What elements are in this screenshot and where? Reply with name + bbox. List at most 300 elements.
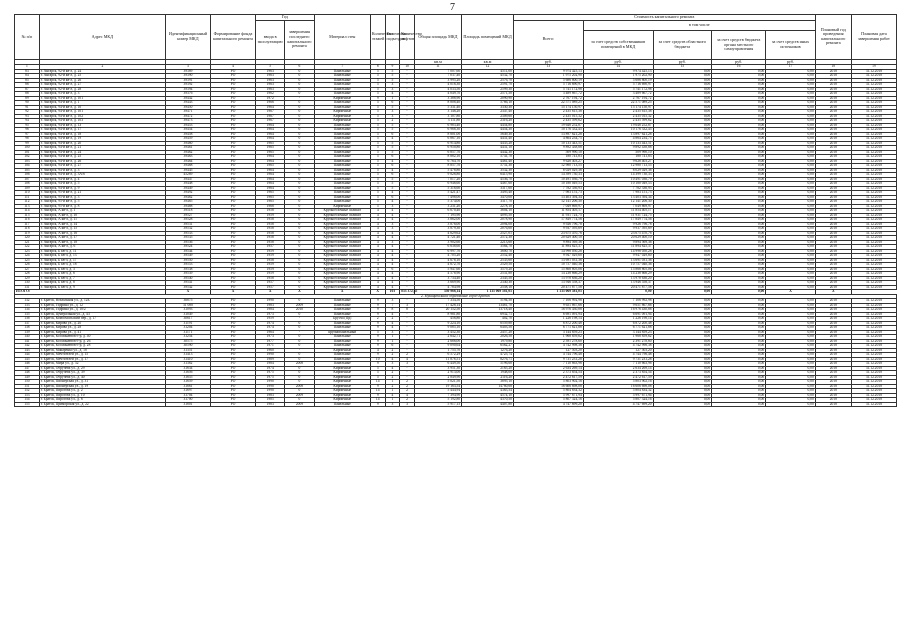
table-cell: 0	[285, 123, 314, 128]
table-cell: 8 029 029,36	[583, 168, 653, 173]
table-cell: Брусча (Пр)	[314, 317, 370, 322]
hdr-year-group: Год	[256, 15, 315, 21]
table-cell: 0	[285, 168, 314, 173]
table-cell: 2018	[815, 308, 851, 313]
table-cell: 106	[15, 173, 40, 178]
table-cell: 2527,01	[462, 231, 514, 236]
table-cell: 1990	[256, 380, 285, 385]
table-cell: 3 902,60	[414, 240, 461, 245]
table-cell: Крупноблочные силикат	[314, 209, 370, 214]
table-cell: г. Ангарск, А кв-л, д. 11	[39, 218, 165, 223]
table-cell: РО	[210, 380, 255, 385]
table-cell: 0,00	[766, 164, 816, 169]
table-cell: 2018	[815, 357, 851, 362]
table-cell: 0,00	[766, 209, 816, 214]
table-cell: РО	[210, 398, 255, 403]
table-cell: 39541	[165, 281, 210, 286]
table-cell: 9 651 867,66	[513, 303, 583, 308]
table-cell: 3 951,30	[414, 366, 461, 371]
table-cell: 1990	[256, 353, 285, 358]
table-cell: 0,00	[712, 213, 766, 218]
table-cell: 31.12.2018	[851, 146, 896, 151]
total-cell: 0,00	[653, 290, 712, 295]
table-cell: 2018	[815, 218, 851, 223]
table-cell: 0,00	[766, 276, 816, 281]
table-cell: 2018	[815, 110, 851, 115]
table-cell: 31.12.2018	[851, 227, 896, 232]
hdr-entrances: Количество подъездов	[385, 15, 400, 60]
table-cell: 5	[370, 101, 385, 106]
table-cell: 126	[15, 263, 40, 268]
table-cell: 31093	[165, 308, 210, 313]
table-cell: 0,00	[766, 182, 816, 187]
table-cell: 0	[285, 164, 314, 169]
table-cell: 2	[400, 398, 415, 403]
table-cell: 0,00	[712, 164, 766, 169]
table-cell: 0,00	[712, 254, 766, 259]
table-cell: 15 868 805,06	[583, 267, 653, 272]
column-number: 8	[370, 65, 385, 70]
table-cell: 86	[15, 83, 40, 88]
table-cell: 5	[385, 78, 400, 83]
table-cell: 0,00	[653, 258, 712, 263]
table-cell: Панельные	[314, 344, 370, 349]
table-cell: 9	[370, 402, 385, 407]
table-cell: РО	[210, 344, 255, 349]
table-cell: 1959	[256, 272, 285, 277]
table-cell: Крупноблочные силикат	[314, 263, 370, 268]
table-cell: 0,00	[766, 83, 816, 88]
table-cell: 2316,20	[462, 119, 514, 124]
table-cell: 0,00	[766, 402, 816, 407]
table-cell: 2018	[815, 384, 851, 389]
table-cell: 3532,30	[462, 168, 514, 173]
table-cell: 39518	[165, 209, 210, 214]
table-cell: -	[400, 128, 415, 133]
table-cell: г. Ангарск, 94-й кв-л, д. 1	[39, 101, 165, 106]
table-cell: 0	[285, 231, 314, 236]
table-cell: 9	[370, 393, 385, 398]
table-cell: 7 782 336,93	[583, 186, 653, 191]
table-cell: 2	[385, 384, 400, 389]
table-cell: 5194,50	[462, 299, 514, 304]
table-cell: 122	[15, 245, 40, 250]
table-cell: 2018	[815, 155, 851, 160]
total-cell: X	[256, 290, 285, 295]
table-cell: 0	[285, 389, 314, 394]
table-cell: г. Ангарск, А кв-л, д. 18	[39, 240, 165, 245]
table-cell: 0,00	[766, 263, 816, 268]
table-cell: Кирпичные	[314, 114, 370, 119]
table-cell: 1968	[256, 204, 285, 209]
table-cell: 7 394,90	[414, 393, 461, 398]
table-cell: 4	[385, 258, 400, 263]
table-cell: 6 449,50	[414, 362, 461, 367]
table-cell: РО	[210, 137, 255, 142]
table-cell: 0,00	[766, 254, 816, 259]
table-cell: 9 628 403,27	[583, 159, 653, 164]
table-cell: РО	[210, 272, 255, 277]
table-cell: 1958	[256, 222, 285, 227]
table-cell: 1959	[256, 317, 285, 322]
table-cell: 6	[385, 132, 400, 137]
table-cell: 138	[15, 326, 40, 331]
table-cell: 2 373 854,54	[583, 371, 653, 376]
table-cell: 83	[15, 69, 40, 74]
table-cell: 22 571 089,25	[513, 101, 583, 106]
table-cell: 1 226 198,14	[513, 317, 583, 322]
column-number: 13	[513, 65, 583, 70]
table-cell: 31 080	[165, 303, 210, 308]
table-cell: Панельные	[314, 141, 370, 146]
table-cell: 0,00	[712, 308, 766, 313]
table-cell: 0,00	[653, 200, 712, 205]
table-cell: г. Ангарск, Б кв-л, д. 8	[39, 281, 165, 286]
table-cell: 2018	[815, 330, 851, 335]
table-cell: 3 862,00	[414, 218, 461, 223]
table-cell: 0,00	[712, 321, 766, 326]
table-cell: РО	[210, 366, 255, 371]
table-cell: 1964	[256, 330, 285, 335]
table-cell: 31.12.2018	[851, 119, 896, 124]
table-cell: 36875	[165, 299, 210, 304]
table-cell: 4	[385, 254, 400, 259]
table-cell: Кирпичные	[314, 366, 370, 371]
table-cell: 1990	[256, 299, 285, 304]
table-cell: -	[400, 78, 415, 83]
total-cell: 103	[385, 290, 400, 295]
table-cell: 13 897 621,28	[583, 132, 653, 137]
table-cell: 31.12.2018	[851, 123, 896, 128]
table-cell: 120	[15, 236, 40, 241]
table-cell: 4	[370, 227, 385, 232]
table-cell: 4511,00	[462, 69, 514, 74]
table-cell: 3 669,90	[414, 281, 461, 286]
table-cell: 2078,90	[462, 218, 514, 223]
table-cell: РО	[210, 339, 255, 344]
table-cell: 10	[370, 357, 385, 362]
table-cell: РО	[210, 267, 255, 272]
table-cell: 16 976 430,88	[513, 308, 583, 313]
table-cell: 0,00	[653, 335, 712, 340]
table-cell: 10 176 332,45	[583, 128, 653, 133]
table-cell: 1 975 202,90	[513, 74, 583, 79]
table-cell: 139	[15, 330, 40, 335]
table-cell: -	[400, 101, 415, 106]
table-cell: Панельные	[314, 146, 370, 151]
table-cell: 3 489 667,72	[513, 92, 583, 97]
table-cell: 2	[385, 317, 400, 322]
table-cell: Панельные	[314, 402, 370, 407]
table-cell: г. Ангарск, А кв-л, д. 15	[39, 227, 165, 232]
table-cell: г. Ангарск, Б кв-л, д. 17	[39, 258, 165, 263]
table-cell: 31.12.2018	[851, 213, 896, 218]
table-header	[15, 15, 897, 70]
table-cell: 0,00	[712, 74, 766, 79]
table-cell: г. Ангарск, 94-й кв-л, д. 10	[39, 105, 165, 110]
table-cell: -	[400, 339, 415, 344]
table-cell: 0,00	[766, 312, 816, 317]
table-cell: 7 782 336,93	[513, 186, 583, 191]
table-cell: 0,00	[653, 339, 712, 344]
table-cell: 12 980 713,55	[513, 164, 583, 169]
table-cell: Панельные	[314, 123, 370, 128]
table-cell: 0,00	[653, 231, 712, 236]
table-cell: 12 980 713,55	[583, 164, 653, 169]
table-cell: 5	[370, 150, 385, 155]
table-cell: 2347,40	[462, 110, 514, 115]
table-cell: -	[400, 177, 415, 182]
table-cell: Панельные	[314, 191, 370, 196]
table-cell: 19 163,54	[414, 384, 461, 389]
table-cell: Панельные	[314, 164, 370, 169]
table-cell: 6 950,80	[414, 146, 461, 151]
table-cell: 148	[15, 371, 40, 376]
table-cell: 39460	[165, 141, 210, 146]
table-cell: 4 049,70	[414, 92, 461, 97]
table-cell: 3 231,20	[414, 204, 461, 209]
table-cell: 4725,74	[462, 353, 514, 358]
table-cell: 0,00	[653, 168, 712, 173]
table-cell: 1990	[256, 389, 285, 394]
table-cell: РО	[210, 393, 255, 398]
table-cell: г. Ангарск, Б кв-л, д. 11	[39, 249, 165, 254]
table-cell: 0	[285, 150, 314, 155]
table-cell: 7 007,60	[414, 69, 461, 74]
table-cell: 0,00	[766, 362, 816, 367]
table-cell: 0,00	[712, 177, 766, 182]
table-cell: 0,00	[766, 321, 816, 326]
table-cell: 0,00	[766, 200, 816, 205]
table-cell: Панельные	[314, 339, 370, 344]
table-cell: 4 629,62	[414, 231, 461, 236]
table-cell: 9 947 029,60	[583, 254, 653, 259]
table-cell: 10 180 049,53	[513, 182, 583, 187]
table-cell: 109	[15, 186, 40, 191]
table-cell: 2 634 269,14	[513, 366, 583, 371]
table-cell: 1958	[256, 218, 285, 223]
table-cell: 5	[370, 146, 385, 151]
table-cell: 0	[285, 195, 314, 200]
table-cell: 0,00	[712, 110, 766, 115]
table-cell: Панельные	[314, 357, 370, 362]
table-cell: 3 734,40	[414, 276, 461, 281]
table-cell: 0,00	[653, 267, 712, 272]
table-cell: 31.12.2018	[851, 168, 896, 173]
table-cell: 1965	[256, 150, 285, 155]
table-cell: 39445	[165, 168, 210, 173]
table-cell: 31.12.2018	[851, 87, 896, 92]
table-cell: 110	[15, 191, 40, 196]
table-cell: 10 757 040,36	[583, 263, 653, 268]
table-cell: 8 857,70	[414, 164, 461, 169]
table-cell: 8 882,10	[414, 155, 461, 160]
table-cell: Кирпичные	[314, 96, 370, 101]
table-cell: г. Ангарск, 94-й кв-л, д. 20	[39, 141, 165, 146]
table-cell: 5	[385, 69, 400, 74]
table-cell: 456,80	[414, 317, 461, 322]
table-cell: РО	[210, 168, 255, 173]
table-cell: Кирпичные	[314, 204, 370, 209]
table-cell: Панельные	[314, 137, 370, 142]
total-cell: 550 966,14	[414, 290, 461, 295]
table-cell: -	[400, 155, 415, 160]
table-cell: 6 997,70	[414, 249, 461, 254]
table-cell: 0,00	[712, 141, 766, 146]
table-cell: 1967	[256, 110, 285, 115]
table-cell: 9	[370, 384, 385, 389]
table-cell: 0,00	[766, 326, 816, 331]
table-cell: 3 144 859,23	[513, 330, 583, 335]
table-cell: 1984	[256, 308, 285, 313]
table-cell: 6562,27	[462, 344, 514, 349]
table-cell: 5	[370, 114, 385, 119]
table-cell: 0	[285, 78, 314, 83]
table-cell: 145	[15, 357, 40, 362]
table-cell: РО	[210, 308, 255, 313]
table-cell: 9 926 796,78	[583, 222, 653, 227]
table-cell: 4 033,50	[414, 87, 461, 92]
table-cell: 3317,60	[462, 186, 514, 191]
table-cell: 2 373 854,54	[513, 371, 583, 376]
table-cell: 0,00	[653, 393, 712, 398]
table-cell: 0,00	[766, 348, 816, 353]
table-cell: 2018	[815, 348, 851, 353]
table-cell: 0,00	[653, 69, 712, 74]
table-cell: 1957	[256, 285, 285, 290]
table-cell: РО	[210, 200, 255, 205]
table-cell: 1973	[256, 312, 285, 317]
table-cell: 2018	[815, 69, 851, 74]
table-cell: 2 435 015,32	[583, 114, 653, 119]
table-cell: 4	[385, 218, 400, 223]
table-cell: 45289	[165, 173, 210, 178]
table-cell: 0,00	[766, 380, 816, 385]
table-cell: Панельные	[314, 362, 370, 367]
table-cell: 31655	[165, 375, 210, 380]
table-cell: 1	[385, 96, 400, 101]
table-cell: 0,00	[712, 186, 766, 191]
table-cell: 9 947 029,60	[513, 254, 583, 259]
table-cell: -	[400, 173, 415, 178]
table-cell: 0,00	[712, 330, 766, 335]
table-cell: 5	[370, 186, 385, 191]
table-cell: 2018	[815, 344, 851, 349]
table-cell: 96	[15, 128, 40, 133]
table-cell: 2026,50	[462, 335, 514, 340]
table-cell: 125	[15, 258, 40, 263]
table-cell: 5 192,80	[414, 398, 461, 403]
table-cell: 7 110 663,96	[513, 362, 583, 367]
table-cell: 6 691 091,94	[583, 312, 653, 317]
table-cell: 0	[285, 119, 314, 124]
table-cell: г. Ангарск, 92-й кв-л, д. 26	[39, 78, 165, 83]
table-cell: 402,70	[462, 317, 514, 322]
table-cell: 4	[370, 276, 385, 281]
table-cell: 11 878,51	[414, 357, 461, 362]
table-cell: 8 029 029,36	[513, 168, 583, 173]
table-cell: 0	[285, 380, 314, 385]
hdr-owners: за счет средств собственников помещений в МКД	[583, 31, 653, 59]
table-cell: 7 017,20	[414, 177, 461, 182]
table-cell: 0,00	[712, 362, 766, 367]
table-cell: 20 471 877,58	[583, 285, 653, 290]
table-cell: 9	[370, 353, 385, 358]
table-cell: -	[400, 330, 415, 335]
table-cell: 0,00	[766, 87, 816, 92]
table-cell: 143	[15, 348, 40, 353]
table-cell: 89	[15, 96, 40, 101]
table-cell: 0,00	[766, 128, 816, 133]
table-cell: РО	[210, 231, 255, 236]
table-cell: 39488	[165, 204, 210, 209]
table-cell: 16 976 430,88	[583, 308, 653, 313]
table-cell: 0,00	[766, 69, 816, 74]
hdr-year-commission: ввода в эксплуатацию	[256, 20, 285, 59]
table-cell: 16 606 698,08	[513, 384, 583, 389]
table-cell: 1964	[256, 182, 285, 187]
table-cell: РО	[210, 227, 255, 232]
table-cell: -	[400, 281, 415, 286]
table-cell: 2018	[815, 272, 851, 277]
table-cell: 5	[370, 330, 385, 335]
table-cell: г. Братск, Пирогова ул., д. 6	[39, 398, 165, 403]
table-cell: 4	[370, 236, 385, 241]
table-cell: 4	[370, 263, 385, 268]
table-cell: 39454	[165, 128, 210, 133]
table-cell: 0	[285, 204, 314, 209]
table-cell: РО	[210, 209, 255, 214]
table-cell: РО	[210, 186, 255, 191]
table-cell: 2018	[815, 303, 851, 308]
table-cell: -	[400, 299, 415, 304]
table-cell: 0,00	[766, 398, 816, 403]
table-cell: 39472	[165, 114, 210, 119]
table-cell: 1959	[256, 213, 285, 218]
table-cell: 30617	[165, 317, 210, 322]
table-cell: РО	[210, 263, 255, 268]
table-cell: 0,00	[766, 159, 816, 164]
table-cell: 0,00	[712, 155, 766, 160]
table-cell: -	[400, 218, 415, 223]
table-cell: Панельные	[314, 92, 370, 97]
table-cell: 0,00	[712, 276, 766, 281]
table-cell: 3 388,90	[414, 96, 461, 101]
table-cell: 2	[385, 119, 400, 124]
table-cell: -	[400, 209, 415, 214]
table-cell: 2090,90	[462, 96, 514, 101]
table-cell: 0,00	[766, 222, 816, 227]
table-cell: 0	[285, 267, 314, 272]
table-cell: 39471	[165, 110, 210, 115]
table-cell: Панельные	[314, 312, 370, 317]
table-cell: 2018	[815, 258, 851, 263]
table-cell: Панельные	[314, 78, 370, 83]
table-cell: 5	[370, 137, 385, 142]
table-cell: 3 111,80	[414, 119, 461, 124]
table-cell: 0,00	[653, 357, 712, 362]
table-cell: 0,00	[712, 317, 766, 322]
table-cell: РО	[210, 375, 255, 380]
table-cell: 0	[285, 83, 314, 88]
table-cell: Панельные	[314, 74, 370, 79]
table-cell: 2340,30	[462, 281, 514, 286]
table-cell: -	[400, 366, 415, 371]
table-cell: 0,00	[712, 348, 766, 353]
table-cell: 9 974 425,13	[583, 69, 653, 74]
table-cell: 0	[285, 209, 314, 214]
table-cell: РО	[210, 92, 255, 97]
